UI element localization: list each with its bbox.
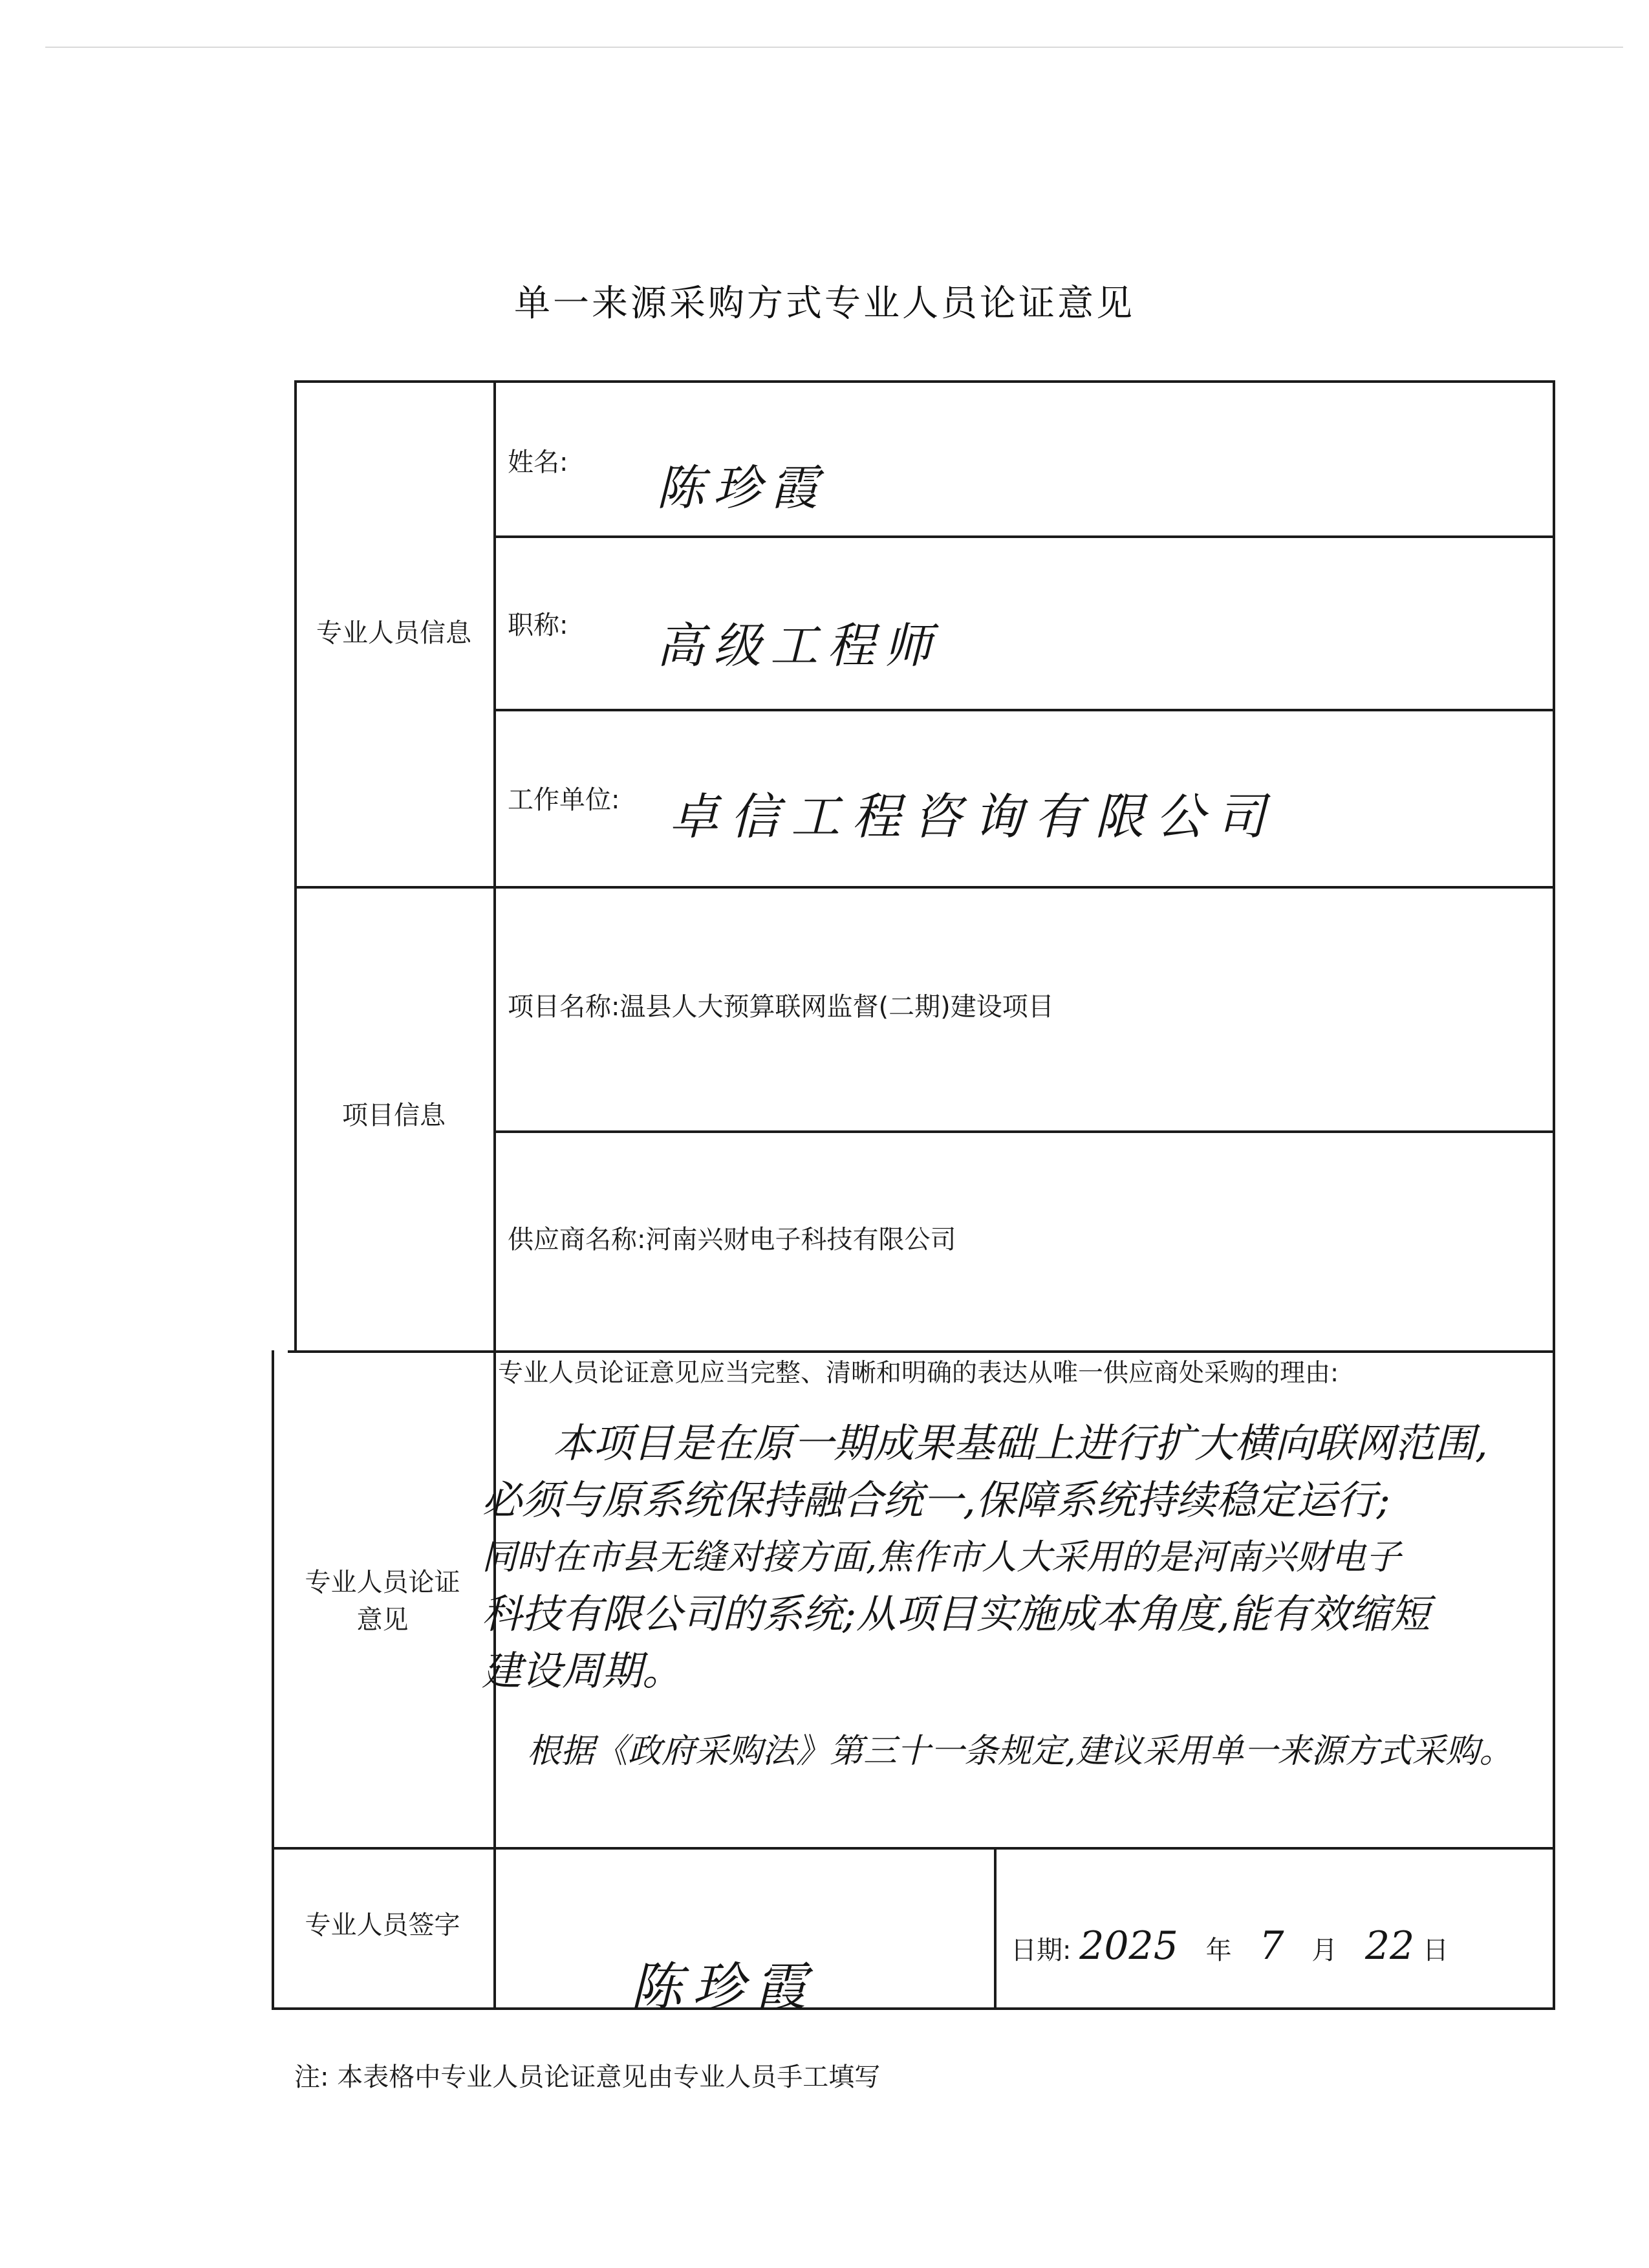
row-divider-title <box>493 709 1555 711</box>
section-divider-personnel-project <box>294 886 1555 889</box>
project-name-value: 温县人大预算联网监督(二期)建设项目 <box>620 992 1054 1022</box>
personnel-section-label: 专业人员信息 <box>316 618 471 648</box>
date-column-divider <box>994 1847 997 2010</box>
section-divider-project-opinion <box>288 1350 1555 1353</box>
supplier-name-field <box>508 1221 956 1258</box>
signature-handwritten: 陈珍霞 <box>630 1957 817 2017</box>
table-border-top <box>294 380 1555 383</box>
document-title: 单一来源采购方式专业人员论证意见 <box>514 283 1135 325</box>
date-field <box>1011 1918 1449 1974</box>
opinion-line: 根据《政府采购法》第三十一条规定,建议采用单一来源方式采购。 <box>527 1732 1513 1771</box>
form-table <box>294 380 1555 2017</box>
supplier-name-value: 河南兴财电子科技有限公司 <box>645 1225 956 1255</box>
date-day-handwritten: 22 <box>1364 1923 1415 1969</box>
opinion-line: 同时在市县无缝对接方面,焦作市人大采用的是河南兴财电子 <box>482 1537 1401 1577</box>
employer-label: 工作单位: <box>508 785 620 815</box>
date-day-unit: 日 <box>1423 1936 1449 1965</box>
opinion-section-label-line2: 意见 <box>356 1605 409 1635</box>
table-border-bottom <box>272 2007 1555 2010</box>
table-border-left-upper <box>294 380 297 1350</box>
footer-note: 注: 本表格中专业人员论证意见由专业人员手工填写 <box>294 2062 881 2092</box>
opinion-instruction: 专业人员论证意见应当完整、清晰和明确的表达从唯一供应商处采购的理由: <box>498 1359 1339 1388</box>
opinion-line: 建设周期。 <box>482 1647 683 1694</box>
opinion-line: 科技有限公司的系统;从项目实施成本角度,能有效缩短 <box>482 1590 1430 1637</box>
name-handwritten-value: 陈珍霞 <box>656 460 827 516</box>
date-month-handwritten: 7 <box>1259 1923 1284 1969</box>
date-year-unit: 年 <box>1205 1936 1232 1965</box>
title-handwritten-value: 高级工程师 <box>656 618 941 674</box>
signature-section-label: 专业人员签字 <box>305 1910 460 1940</box>
opinion-line: 必须与原系统保持融合统一,保障系统持续稳定运行; <box>482 1476 1390 1524</box>
opinion-section-label <box>272 1564 493 1639</box>
project-name-field <box>508 988 1054 1026</box>
project-name-label: 项目名称: <box>508 992 620 1022</box>
supplier-name-label: 供应商名称: <box>508 1225 646 1255</box>
title-label: 职称: <box>508 610 568 640</box>
employer-handwritten-value: 卓信工程咨询有限公司 <box>669 788 1277 845</box>
row-divider-project <box>493 1130 1555 1133</box>
scan-edge-line <box>45 47 1623 48</box>
date-label: 日期: <box>1011 1936 1072 1965</box>
opinion-section-label-line1: 专业人员论证 <box>305 1568 460 1597</box>
date-year-handwritten: 2025 <box>1079 1923 1178 1969</box>
name-label: 姓名: <box>508 448 568 477</box>
row-divider-name <box>493 535 1555 538</box>
table-border-right <box>1553 380 1555 2010</box>
date-month-unit: 月 <box>1311 1936 1338 1965</box>
opinion-handwritten-text <box>482 1415 1542 1780</box>
project-section-label: 项目信息 <box>342 1101 446 1130</box>
section-divider-opinion-signature <box>272 1847 1555 1850</box>
opinion-line: 本项目是在原一期成果基础上进行扩大横向联网范围, <box>553 1420 1488 1467</box>
